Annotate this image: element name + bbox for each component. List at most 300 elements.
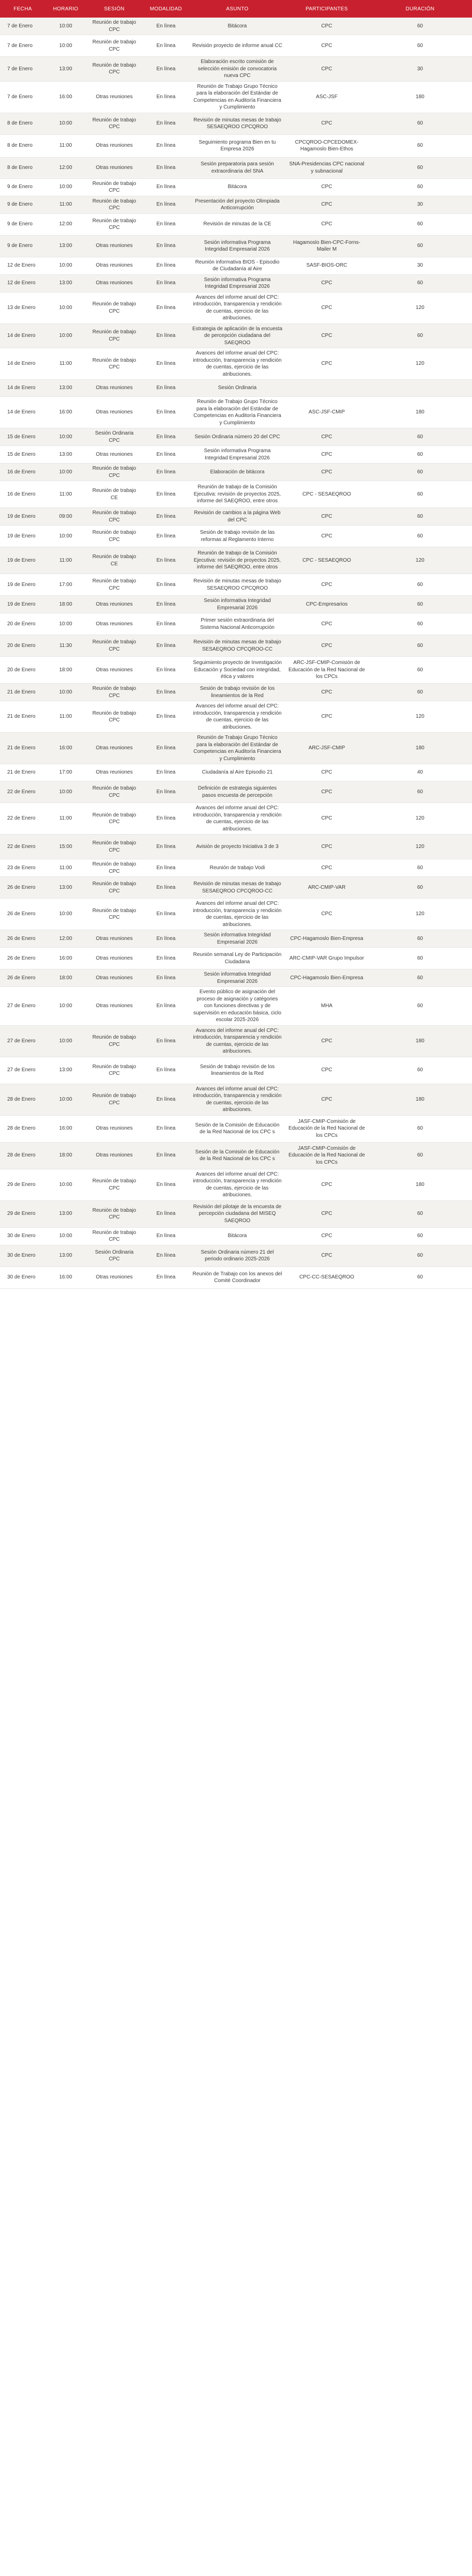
cell-sesion: Otras reuniones	[86, 1142, 143, 1169]
table-row	[0, 178, 472, 196]
header-horario: HORARIO	[45, 0, 86, 18]
cell-fecha: 15 de Enero	[0, 446, 45, 464]
cell-fecha: 7 de Enero	[0, 18, 45, 35]
cell-duracion: 60	[368, 446, 472, 464]
cell-fecha: 23 de Enero	[0, 859, 45, 877]
cell-duracion: 180	[368, 1169, 472, 1200]
cell-horario: 10:00	[45, 428, 86, 446]
cell-duracion: 180	[368, 1084, 472, 1115]
cell-sesion: Reunión de trabajo CPC	[86, 1084, 143, 1115]
cell-duracion: 60	[368, 1115, 472, 1142]
cell-fecha: 19 de Enero	[0, 526, 45, 547]
cell-modalidad: En línea	[143, 274, 189, 292]
cell-asunto: Sesión de trabajo revisión de las reformas al Reglamento Interno	[189, 526, 285, 547]
cell-sesion: Otras reuniones	[86, 969, 143, 987]
cell-horario: 13:00	[45, 446, 86, 464]
cell-sesion: Reunión de trabajo CPC	[86, 113, 143, 134]
table-row	[0, 196, 472, 213]
table-row	[0, 859, 472, 877]
cell-horario: 13:00	[45, 274, 86, 292]
cell-asunto: Bitácora	[189, 1227, 285, 1245]
table-row	[0, 257, 472, 274]
cell-fecha: 27 de Enero	[0, 1025, 45, 1057]
cell-horario: 11:00	[45, 547, 86, 574]
cell-horario: 11:00	[45, 803, 86, 835]
cell-horario: 12:00	[45, 157, 86, 178]
cell-fecha: 14 de Enero	[0, 380, 45, 397]
cell-modalidad: En línea	[143, 635, 189, 657]
cell-modalidad: En línea	[143, 196, 189, 213]
cell-modalidad: En línea	[143, 446, 189, 464]
cell-fecha: 28 de Enero	[0, 1115, 45, 1142]
cell-participantes: CPC	[285, 835, 368, 859]
cell-modalidad: En línea	[143, 1200, 189, 1227]
cell-asunto: Estrategia de aplicación de la encuesta de percepción ciudadana del SAEQROO	[189, 323, 285, 348]
cell-sesion: Otras reuniones	[86, 930, 143, 948]
table-row	[0, 57, 472, 82]
cell-horario: 10:00	[45, 464, 86, 481]
cell-participantes: ARC-CMIP-VAR	[285, 877, 368, 899]
cell-modalidad: En línea	[143, 178, 189, 196]
table-row	[0, 948, 472, 969]
cell-fecha: 30 de Enero	[0, 1227, 45, 1245]
cell-participantes: CPC	[285, 1084, 368, 1115]
cell-participantes: CPCQROO-CPCEDOMEX-Hagamoslo Bien-Ethos	[285, 134, 368, 157]
cell-asunto: Seguimiento proyecto de Investigación Educación y Sociedad con integridad, ética y valores	[189, 657, 285, 684]
cell-modalidad: En línea	[143, 701, 189, 733]
cell-sesion: Reunión de trabajo CPC	[86, 292, 143, 323]
cell-modalidad: En línea	[143, 803, 189, 835]
cell-modalidad: En línea	[143, 323, 189, 348]
table-row	[0, 1227, 472, 1245]
cell-horario: 10:00	[45, 526, 86, 547]
cell-modalidad: En línea	[143, 613, 189, 635]
cell-modalidad: En línea	[143, 877, 189, 899]
header-asunto: ASUNTO	[189, 0, 285, 18]
cell-fecha: 14 de Enero	[0, 323, 45, 348]
cell-horario: 18:00	[45, 969, 86, 987]
cell-modalidad: En línea	[143, 1227, 189, 1245]
table-row	[0, 428, 472, 446]
cell-fecha: 22 de Enero	[0, 835, 45, 859]
cell-horario: 13:00	[45, 877, 86, 899]
cell-asunto: Sesión informativa Programa Integridad Empresarial 2026	[189, 235, 285, 257]
cell-modalidad: En línea	[143, 1084, 189, 1115]
cell-horario: 13:00	[45, 1245, 86, 1267]
cell-participantes: JASF-CMIP-Comisión de Educación de la Red Nacional de los CPCs	[285, 1142, 368, 1169]
cell-participantes: CPC	[285, 35, 368, 57]
cell-fecha: 29 de Enero	[0, 1169, 45, 1200]
cell-sesion: Otras reuniones	[86, 948, 143, 969]
table-row	[0, 1057, 472, 1084]
cell-duracion: 60	[368, 1267, 472, 1288]
cell-sesion: Reunión de trabajo CPC	[86, 1200, 143, 1227]
table-row	[0, 292, 472, 323]
cell-fecha: 26 de Enero	[0, 877, 45, 899]
cell-asunto: Sesión informativa Programa Integridad Empresarial 2026	[189, 446, 285, 464]
cell-participantes: SNA-Presidencias CPC nacional y subnacional	[285, 157, 368, 178]
cell-horario: 12:00	[45, 213, 86, 235]
cell-fecha: 19 de Enero	[0, 547, 45, 574]
cell-sesion: Reunión de trabajo CPC	[86, 1227, 143, 1245]
cell-fecha: 9 de Enero	[0, 178, 45, 196]
cell-fecha: 28 de Enero	[0, 1084, 45, 1115]
cell-sesion: Reunión de trabajo CPC	[86, 35, 143, 57]
cell-asunto: Definición de estrategia siguientes pasos encuesta de percepción	[189, 781, 285, 803]
table-row	[0, 701, 472, 733]
cell-sesion: Reunión de trabajo CPC	[86, 323, 143, 348]
table-row	[0, 1084, 472, 1115]
table-row	[0, 397, 472, 428]
cell-duracion: 60	[368, 781, 472, 803]
cell-participantes: CPC	[285, 613, 368, 635]
cell-fecha: 21 de Enero	[0, 733, 45, 764]
cell-sesion: Otras reuniones	[86, 733, 143, 764]
table-row	[0, 781, 472, 803]
cell-participantes: CPC	[285, 508, 368, 526]
cell-participantes: ARC-JSF-CMIP-Comisión de Educación de la Red Nacional de los CPCs	[285, 657, 368, 684]
cell-horario: 10:00	[45, 323, 86, 348]
cell-fecha: 13 de Enero	[0, 292, 45, 323]
cell-horario: 10:00	[45, 1025, 86, 1057]
cell-duracion: 60	[368, 684, 472, 701]
cell-fecha: 7 de Enero	[0, 35, 45, 57]
cell-participantes: CPC	[285, 274, 368, 292]
cell-asunto: Presentación del proyecto Olimpiada Anticorrupción	[189, 196, 285, 213]
cell-sesion: Otras reuniones	[86, 134, 143, 157]
table-row	[0, 596, 472, 613]
cell-modalidad: En línea	[143, 57, 189, 82]
cell-duracion: 60	[368, 877, 472, 899]
cell-fecha: 19 de Enero	[0, 596, 45, 613]
cell-duracion: 60	[368, 613, 472, 635]
cell-asunto: Reunión de trabajo de la Comisión Ejecutiva: revisión de proyectos 2025, informe del SAEQROO, entre otros	[189, 481, 285, 508]
table-row	[0, 613, 472, 635]
cell-asunto: Seguimiento programa Bien en tu Empresa 2026	[189, 134, 285, 157]
cell-asunto: Revisión de minutas mesas de trabajo SESAEQROO CPCQROO-CC	[189, 635, 285, 657]
table-row	[0, 877, 472, 899]
cell-participantes: CPC	[285, 1227, 368, 1245]
table-row	[0, 18, 472, 35]
cell-fecha: 26 de Enero	[0, 948, 45, 969]
table-row	[0, 733, 472, 764]
cell-participantes: CPC - SESAEQROO	[285, 547, 368, 574]
table-row	[0, 380, 472, 397]
cell-duracion: 60	[368, 508, 472, 526]
cell-asunto: Sesión de la Comisión de Educación de la Red Nacional de los CPC s	[189, 1115, 285, 1142]
cell-horario: 11:00	[45, 859, 86, 877]
cell-modalidad: En línea	[143, 547, 189, 574]
cell-duracion: 60	[368, 948, 472, 969]
cell-modalidad: En línea	[143, 1025, 189, 1057]
cell-asunto: Avances del informe anual del CPC: introducción, transparencia y rendición de cuentas, ejercicio de las atribuciones.	[189, 899, 285, 930]
cell-participantes: CPC	[285, 526, 368, 547]
cell-horario: 11:00	[45, 134, 86, 157]
cell-sesion: Otras reuniones	[86, 596, 143, 613]
cell-asunto: Sesión Ordinaria	[189, 380, 285, 397]
table-row	[0, 481, 472, 508]
cell-modalidad: En línea	[143, 81, 189, 113]
cell-horario: 10:00	[45, 781, 86, 803]
cell-duracion: 60	[368, 157, 472, 178]
cell-participantes	[285, 380, 368, 397]
cell-horario: 18:00	[45, 1142, 86, 1169]
cell-asunto: Elaboración de bitácora	[189, 464, 285, 481]
cell-asunto: Reunión de Trabajo Grupo Técnico para la elaboración del Estándar de Competencias en Auditoría Financiera y Cumplimiento	[189, 81, 285, 113]
cell-sesion: Reunión de trabajo CPC	[86, 1169, 143, 1200]
cell-sesion: Reunión de trabajo CPC	[86, 635, 143, 657]
cell-sesion: Sesión Ordinaria CPC	[86, 428, 143, 446]
cell-duracion: 60	[368, 930, 472, 948]
cell-horario: 16:00	[45, 81, 86, 113]
cell-fecha: 20 de Enero	[0, 657, 45, 684]
cell-participantes: CPC	[285, 196, 368, 213]
cell-horario: 10:00	[45, 35, 86, 57]
cell-asunto: Ciudadanía al Aire Episodio 21	[189, 764, 285, 781]
cell-fecha: 26 de Enero	[0, 969, 45, 987]
cell-horario: 16:00	[45, 397, 86, 428]
table-row	[0, 323, 472, 348]
header-sesion: SESIÓN	[86, 0, 143, 18]
cell-duracion: 60	[368, 274, 472, 292]
cell-fecha: 26 de Enero	[0, 930, 45, 948]
cell-asunto: Sesión de trabajo revisión de los lineamientos de la Red	[189, 1057, 285, 1084]
cell-duracion: 60	[368, 1200, 472, 1227]
header-participantes: PARTICIPANTES	[285, 0, 368, 18]
cell-modalidad: En línea	[143, 157, 189, 178]
cell-horario: 10:00	[45, 257, 86, 274]
cell-asunto: Avances del informe anual del CPC: introducción, transparencia y rendición de cuentas, ejercicio de las atribuciones.	[189, 1169, 285, 1200]
cell-horario: 11:30	[45, 635, 86, 657]
cell-modalidad: En línea	[143, 348, 189, 380]
cell-participantes: CPC	[285, 1200, 368, 1227]
cell-modalidad: En línea	[143, 859, 189, 877]
cell-horario: 13:00	[45, 1057, 86, 1084]
cell-sesion: Reunión de trabajo CPC	[86, 464, 143, 481]
cell-duracion: 60	[368, 323, 472, 348]
cell-participantes: CPC	[285, 178, 368, 196]
cell-duracion: 60	[368, 526, 472, 547]
cell-participantes: CPC	[285, 323, 368, 348]
cell-sesion: Reunión de trabajo CPC	[86, 508, 143, 526]
cell-asunto: Avances del informe anual del CPC: introducción, transparencia y rendición de cuentas, ejercicio de las atribuciones.	[189, 348, 285, 380]
cell-sesion: Otras reuniones	[86, 657, 143, 684]
cell-modalidad: En línea	[143, 380, 189, 397]
cell-duracion: 60	[368, 213, 472, 235]
table-row	[0, 81, 472, 113]
cell-modalidad: En línea	[143, 781, 189, 803]
cell-horario: 13:00	[45, 1200, 86, 1227]
cell-participantes: CPC	[285, 1025, 368, 1057]
table-row	[0, 930, 472, 948]
cell-duracion: 180	[368, 81, 472, 113]
cell-sesion: Otras reuniones	[86, 274, 143, 292]
cell-fecha: 30 de Enero	[0, 1245, 45, 1267]
cell-modalidad: En línea	[143, 764, 189, 781]
table-row	[0, 969, 472, 987]
cell-asunto: Reunión de trabajo Vodi	[189, 859, 285, 877]
cell-modalidad: En línea	[143, 969, 189, 987]
cell-horario: 16:00	[45, 1115, 86, 1142]
cell-participantes: CPC	[285, 781, 368, 803]
cell-horario: 10:00	[45, 987, 86, 1026]
cell-asunto: Avances del informe anual del CPC: introducción, transparencia y rendición de cuentas, ejercicio de las atribuciones.	[189, 803, 285, 835]
header-duracion: DURACIÓN	[368, 0, 472, 18]
cell-duracion: 30	[368, 257, 472, 274]
cell-fecha: 30 de Enero	[0, 1267, 45, 1288]
cell-horario: 10:00	[45, 292, 86, 323]
table-row	[0, 1200, 472, 1227]
cell-asunto: Bitácora	[189, 18, 285, 35]
cell-fecha: 7 de Enero	[0, 57, 45, 82]
cell-participantes: CPC	[285, 803, 368, 835]
cell-duracion: 120	[368, 547, 472, 574]
cell-modalidad: En línea	[143, 574, 189, 596]
cell-fecha: 16 de Enero	[0, 464, 45, 481]
cell-duracion: 120	[368, 803, 472, 835]
table-row	[0, 213, 472, 235]
cell-asunto: Sesión de la Comisión de Educación de la Red Nacional de los CPC s	[189, 1142, 285, 1169]
cell-modalidad: En línea	[143, 35, 189, 57]
cell-sesion: Otras reuniones	[86, 380, 143, 397]
table-row	[0, 764, 472, 781]
cell-asunto: Revisión de minutas mesas de trabajo SESAEQROO CPCQROO-CC	[189, 877, 285, 899]
cell-duracion: 60	[368, 1057, 472, 1084]
cell-participantes: CPC	[285, 1057, 368, 1084]
cell-asunto: Reunión de Trabajo Grupo Técnico para la elaboración del Estándar de Competencias en Auditoría Financiera y Cumplimiento	[189, 397, 285, 428]
cell-participantes: CPC-Empresarios	[285, 596, 368, 613]
cell-horario: 13:00	[45, 57, 86, 82]
cell-sesion: Otras reuniones	[86, 257, 143, 274]
cell-horario: 15:00	[45, 835, 86, 859]
cell-duracion: 40	[368, 764, 472, 781]
cell-horario: 11:00	[45, 196, 86, 213]
cell-fecha: 14 de Enero	[0, 348, 45, 380]
cell-modalidad: En línea	[143, 835, 189, 859]
cell-modalidad: En línea	[143, 899, 189, 930]
cell-sesion: Otras reuniones	[86, 81, 143, 113]
table-row	[0, 508, 472, 526]
cell-sesion: Reunión de trabajo CPC	[86, 684, 143, 701]
cell-horario: 13:00	[45, 235, 86, 257]
cell-sesion: Reunión de trabajo CE	[86, 547, 143, 574]
table-row	[0, 657, 472, 684]
cell-participantes: CPC-Hagamoslo Bien-Empresa	[285, 969, 368, 987]
cell-participantes: CPC	[285, 292, 368, 323]
cell-sesion: Otras reuniones	[86, 1267, 143, 1288]
cell-horario: 11:00	[45, 348, 86, 380]
cell-modalidad: En línea	[143, 113, 189, 134]
table-row	[0, 803, 472, 835]
cell-participantes: MHA	[285, 987, 368, 1026]
cell-horario: 10:00	[45, 178, 86, 196]
cell-asunto: Sesión Ordinaria número 21 del periodo ordinario 2025-2026	[189, 1245, 285, 1267]
cell-modalidad: En línea	[143, 292, 189, 323]
cell-sesion: Reunión de trabajo CPC	[86, 781, 143, 803]
cell-participantes: CPC	[285, 684, 368, 701]
table-header-row	[0, 0, 472, 18]
cell-horario: 10:00	[45, 1169, 86, 1200]
cell-modalidad: En línea	[143, 235, 189, 257]
cell-asunto: Bitácora	[189, 178, 285, 196]
cell-duracion: 60	[368, 464, 472, 481]
cell-horario: 16:00	[45, 948, 86, 969]
cell-asunto: Reunión de Trabajo Grupo Técnico para la elaboración del Estándar de Competencias en Auditoría Financiera y Cumplimiento	[189, 733, 285, 764]
cell-sesion: Otras reuniones	[86, 397, 143, 428]
cell-fecha: 12 de Enero	[0, 257, 45, 274]
cell-horario: 10:00	[45, 18, 86, 35]
cell-duracion: 120	[368, 899, 472, 930]
cell-horario: 18:00	[45, 657, 86, 684]
table-row	[0, 134, 472, 157]
cell-participantes: CPC	[285, 464, 368, 481]
cell-sesion: Reunión de trabajo CPC	[86, 213, 143, 235]
cell-fecha: 20 de Enero	[0, 613, 45, 635]
cell-participantes: CPC	[285, 764, 368, 781]
cell-horario: 10:00	[45, 684, 86, 701]
cell-modalidad: En línea	[143, 684, 189, 701]
cell-horario: 11:00	[45, 481, 86, 508]
cell-sesion: Reunión de trabajo CPC	[86, 899, 143, 930]
cell-fecha: 22 de Enero	[0, 803, 45, 835]
cell-horario: 10:00	[45, 899, 86, 930]
cell-sesion: Reunión de trabajo CPC	[86, 877, 143, 899]
cell-participantes: CPC	[285, 701, 368, 733]
cell-fecha: 9 de Enero	[0, 213, 45, 235]
cell-horario: 10:00	[45, 613, 86, 635]
cell-sesion: Otras reuniones	[86, 987, 143, 1026]
table-row	[0, 526, 472, 547]
table-row	[0, 274, 472, 292]
cell-modalidad: En línea	[143, 481, 189, 508]
cell-modalidad: En línea	[143, 134, 189, 157]
cell-modalidad: En línea	[143, 18, 189, 35]
header-modalidad: MODALIDAD	[143, 0, 189, 18]
cell-duracion: 60	[368, 481, 472, 508]
table-row	[0, 1142, 472, 1169]
cell-asunto: Elaboración escrito comisión de selección emisión de convocatoria nueva CPC	[189, 57, 285, 82]
cell-fecha: 12 de Enero	[0, 274, 45, 292]
cell-modalidad: En línea	[143, 930, 189, 948]
cell-participantes: ASC-JSF-CMIP	[285, 397, 368, 428]
cell-asunto: Sesión informativa Programa Integridad Empresarial 2026	[189, 274, 285, 292]
cell-modalidad: En línea	[143, 508, 189, 526]
cell-sesion: Otras reuniones	[86, 235, 143, 257]
cell-modalidad: En línea	[143, 596, 189, 613]
cell-fecha: 29 de Enero	[0, 1200, 45, 1227]
table-row	[0, 1115, 472, 1142]
cell-fecha: 21 de Enero	[0, 684, 45, 701]
cell-duracion: 60	[368, 113, 472, 134]
cell-modalidad: En línea	[143, 1142, 189, 1169]
cell-participantes: CPC-CC-SESAEQROO	[285, 1267, 368, 1288]
cell-modalidad: En línea	[143, 257, 189, 274]
cell-modalidad: En línea	[143, 948, 189, 969]
cell-fecha: 21 de Enero	[0, 701, 45, 733]
cell-modalidad: En línea	[143, 1169, 189, 1200]
cell-duracion: 60	[368, 35, 472, 57]
cell-fecha: 9 de Enero	[0, 196, 45, 213]
cell-modalidad: En línea	[143, 526, 189, 547]
cell-sesion: Reunión de trabajo CPC	[86, 526, 143, 547]
table-row	[0, 1245, 472, 1267]
cell-participantes: CPC	[285, 899, 368, 930]
cell-duracion: 180	[368, 397, 472, 428]
cell-horario: 10:00	[45, 1227, 86, 1245]
cell-asunto: Sesión de trabajo revisión de los lineamientos de la Red	[189, 684, 285, 701]
cell-duracion: 60	[368, 178, 472, 196]
cell-modalidad: En línea	[143, 397, 189, 428]
